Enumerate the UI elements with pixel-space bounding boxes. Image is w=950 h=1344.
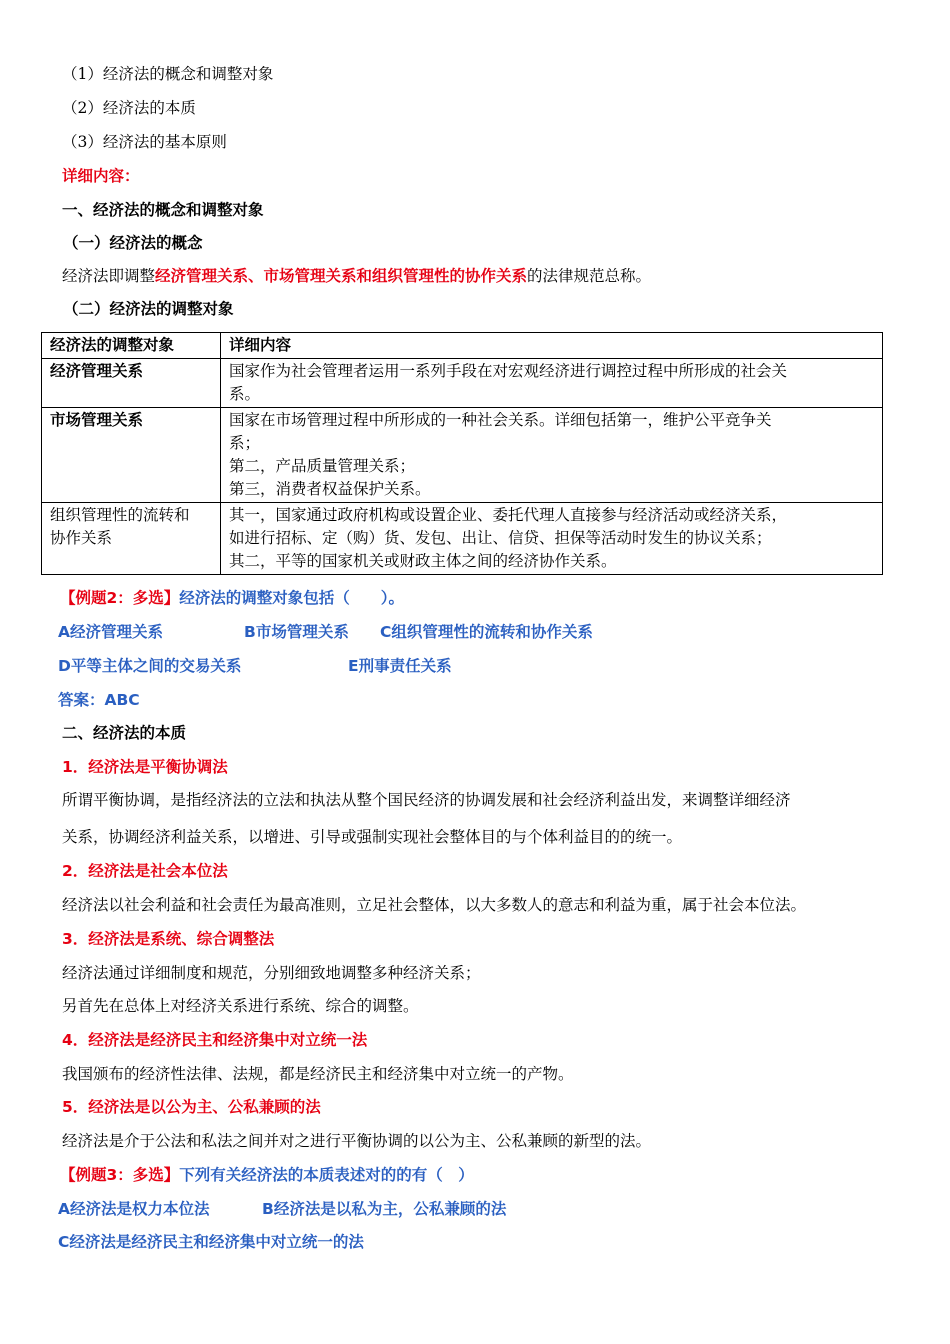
detail-label: 详细内容： bbox=[62, 167, 140, 185]
table-row bbox=[42, 408, 883, 503]
example2-tag: 【例题2：多选】 bbox=[60, 589, 180, 607]
essence-5-text: 经济法是介于公法和私法之间并对之进行平衡协调的以公为主、公私兼顾的新型的法。 bbox=[62, 1132, 652, 1150]
table-cell-name bbox=[42, 503, 221, 575]
example3-question bbox=[60, 1165, 474, 1185]
outline-item-1: （1）经济法的概念和调整对象 bbox=[62, 65, 274, 83]
table-header-row bbox=[42, 333, 883, 359]
table-cell-line: 国家在市场管理过程中所形成的一种社会关系。详细包括第一，维护公平竞争关 bbox=[229, 411, 772, 429]
table-cell-line: 协作关系 bbox=[50, 529, 113, 547]
table-cell-line: 系。 bbox=[229, 385, 261, 403]
outline-item-2: （2）经济法的本质 bbox=[62, 99, 196, 117]
table-cell-line: 其一，国家通过政府机构或设置企业、委托代理人直接参与经济活动或经济关系， bbox=[229, 506, 788, 524]
table-cell-line: 组织管理性的流转和 bbox=[50, 506, 190, 524]
section1-title: 一、经济法的概念和调整对象 bbox=[62, 201, 264, 219]
essence-1-text-line1: 所谓平衡协调，是指经济法的立法和执法从整个国民经济的协调发展和社会经济利益出发，来调整详细经济 bbox=[62, 791, 791, 809]
table-cell-detail bbox=[221, 503, 883, 575]
concept-post-text: 的法律规范总称。 bbox=[527, 267, 652, 285]
table-cell-line: 其二，平等的国家机关或财政主体之间的经济协作关系。 bbox=[229, 552, 617, 570]
table-row bbox=[42, 359, 883, 408]
table-row bbox=[42, 503, 883, 575]
essence-2-text: 经济法以社会利益和社会责任为最高准则，立足社会整体，以大多数人的意志和利益为重，属于社会本位法。 bbox=[62, 896, 807, 914]
essence-4-text: 我国颁布的经济性法律、法规，都是经济民主和经济集中对立统一的产物。 bbox=[62, 1065, 574, 1083]
section1-sub1-title: （一）经济法的概念 bbox=[63, 234, 203, 252]
example3-option-c: C经济法是经济民主和经济集中对立统一的法 bbox=[58, 1233, 364, 1251]
concept-pre-text: 经济法即调整 bbox=[62, 267, 156, 285]
concept-highlight-text: 经济管理关系、市场管理关系和组织管理性的协作关系 bbox=[155, 267, 528, 285]
essence-2-title: 2．经济法是社会本位法 bbox=[62, 862, 228, 880]
table-cell-name: 经济管理关系 bbox=[42, 359, 221, 408]
essence-3-text-line2: 另首先在总体上对经济关系进行系统、综合的调整。 bbox=[62, 997, 419, 1015]
section1-sub2-title: （二）经济法的调整对象 bbox=[63, 300, 234, 318]
essence-1-title: 1．经济法是平衡协调法 bbox=[62, 758, 228, 776]
example2-option-b: B市场管理关系 bbox=[244, 623, 349, 641]
concept-paragraph bbox=[62, 266, 651, 286]
table-cell-line: 第三，消费者权益保护关系。 bbox=[229, 480, 431, 498]
table-cell-line: 如进行招标、定（购）货、发包、出让、信贷、担保等活动时发生的协议关系； bbox=[229, 529, 772, 547]
table-cell-line: 系； bbox=[229, 434, 261, 452]
essence-4-title: 4．经济法是经济民主和经济集中对立统一法 bbox=[62, 1031, 368, 1049]
table-cell-detail bbox=[221, 408, 883, 503]
table-header-cell: 经济法的调整对象 bbox=[42, 333, 221, 359]
example2-question bbox=[60, 588, 404, 608]
example3-option-b: B经济法是以私为主，公私兼顾的法 bbox=[262, 1200, 507, 1218]
essence-5-title: 5．经济法是以公为主、公私兼顾的法 bbox=[62, 1098, 321, 1116]
example2-option-e: E刑事责任关系 bbox=[348, 657, 452, 675]
table-cell-line: 第二，产品质量管理关系； bbox=[229, 457, 416, 475]
outline-item-3: （3）经济法的基本原则 bbox=[62, 133, 227, 151]
table-cell-line: 国家作为社会管理者运用一系列手段在对宏观经济进行调控过程中所形成的社会关 bbox=[229, 362, 788, 380]
essence-3-title: 3．经济法是系统、综合调整法 bbox=[62, 930, 275, 948]
table-header-cell: 详细内容 bbox=[221, 333, 883, 359]
example3-tag: 【例题3：多选】 bbox=[60, 1166, 180, 1184]
example3-option-a: A经济法是权力本位法 bbox=[58, 1200, 210, 1218]
example2-answer: 答案：ABC bbox=[58, 691, 140, 709]
example2-option-c: C组织管理性的流转和协作关系 bbox=[380, 623, 593, 641]
table-cell-detail bbox=[221, 359, 883, 408]
example3-text: 下列有关经济法的本质表述对的的有（ ） bbox=[179, 1166, 474, 1184]
essence-1-text-line2: 关系，协调经济利益关系，以增进、引导或强制实现社会整体目的与个体利益目的的统一。 bbox=[62, 828, 683, 846]
essence-3-text-line1: 经济法通过详细制度和规范，分别细致地调整多种经济关系； bbox=[62, 964, 481, 982]
example2-option-a: A经济管理关系 bbox=[58, 623, 163, 641]
table-cell-name: 市场管理关系 bbox=[42, 408, 221, 503]
example2-option-d: D平等主体之间的交易关系 bbox=[58, 657, 242, 675]
section2-title: 二、经济法的本质 bbox=[62, 724, 187, 742]
example2-text: 经济法的调整对象包括（ ）。 bbox=[179, 589, 405, 607]
adjustment-objects-table bbox=[41, 332, 883, 575]
